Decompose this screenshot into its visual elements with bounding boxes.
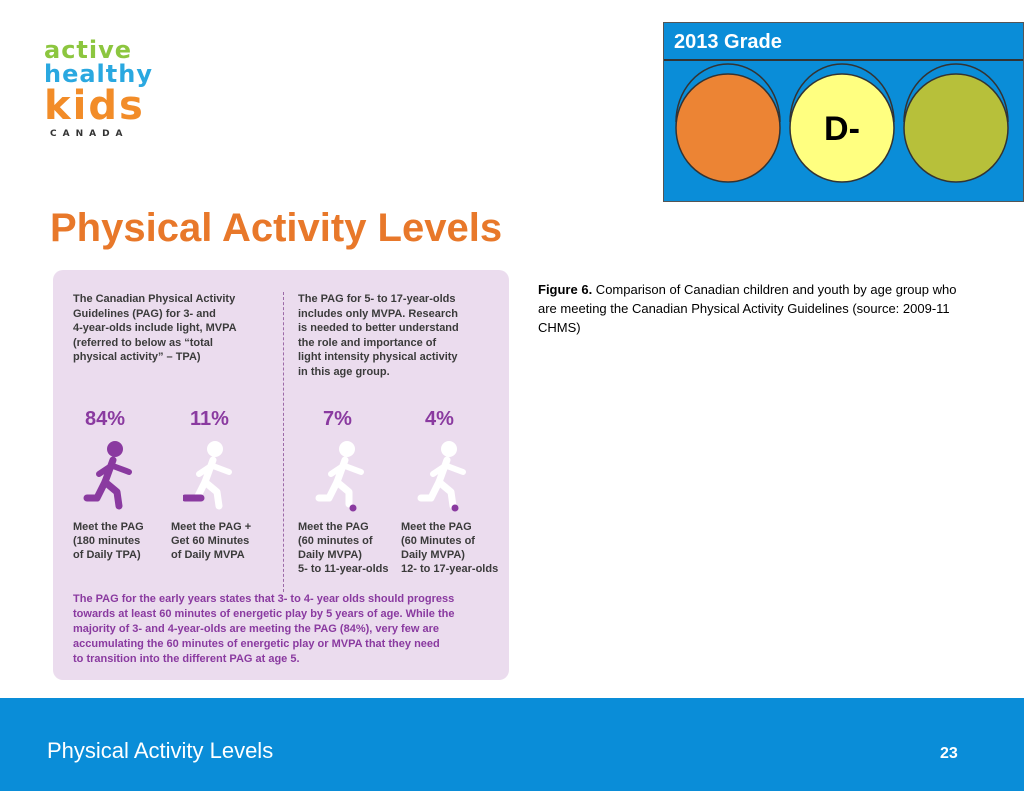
- caption-line: Meet the PAG: [298, 521, 369, 533]
- logo-word-kids: kids: [44, 83, 145, 129]
- stat-caption-12-17: [401, 520, 509, 576]
- stat-percent-tpa: 84%: [85, 408, 126, 430]
- grade-circle-olive: [904, 74, 1008, 182]
- stat-caption-tpa: [73, 520, 168, 562]
- note-line: majority of 3- and 4-year-olds are meeting the PAG (84%), very few are: [73, 623, 439, 635]
- logo-word-canada: CANADA: [50, 129, 129, 139]
- caption-line: Daily MVPA): [401, 549, 465, 561]
- left-intro-line: physical activity” – TPA): [73, 351, 201, 363]
- infographic-panel: [53, 270, 509, 680]
- page-title: Physical Activity Levels: [50, 206, 503, 250]
- right-intro-line: includes only MVPA. Research: [298, 307, 458, 320]
- left-intro-text: [73, 292, 273, 365]
- right-intro-line: the role and importance of: [298, 336, 437, 349]
- right-intro-line: in this age group.: [298, 365, 390, 378]
- panel-divider: [283, 292, 284, 592]
- grade-circle-orange: [676, 74, 780, 182]
- logo-word-healthy: healthy: [44, 60, 153, 88]
- page-number: 23: [940, 745, 958, 762]
- note-line: to transition into the different PAG at age 5.: [73, 653, 300, 665]
- runner-icon: [183, 440, 239, 512]
- footer-bar: [0, 698, 1024, 791]
- note-line: The PAG for the early years states that 3- to 4- year olds should progress: [73, 593, 455, 605]
- caption-line: 12- to 17-year-olds: [401, 563, 499, 575]
- right-intro-text: [298, 292, 503, 379]
- caption-line: (60 Minutes of: [401, 535, 475, 547]
- right-intro-line: is needed to better understand: [298, 322, 459, 334]
- caption-line: Meet the PAG +: [171, 521, 252, 533]
- figure-caption-text: Comparison of Canadian children and youth by age group who are meeting the Canadian Physical Activity Guidelines (source: 2009-11 CHMS): [538, 282, 957, 335]
- stat-caption-5-11: [298, 520, 403, 576]
- caption-line: (180 minutes: [73, 535, 141, 547]
- caption-line: Meet the PAG: [73, 521, 144, 533]
- runner-icon: [315, 440, 371, 512]
- early-years-note: [73, 592, 498, 667]
- stat-percent-5-11: 7%: [323, 408, 352, 430]
- stat-percent-12-17: 4%: [425, 408, 454, 430]
- stat-caption-tpa-mvpa: [171, 520, 276, 562]
- caption-line: 5- to 11-year-olds: [298, 563, 389, 575]
- note-line: accumulating the 60 minutes of energetic play or MVPA that they need: [73, 638, 440, 650]
- note-line: towards at least 60 minutes of energetic play by 5 years of age. While the: [73, 608, 455, 620]
- grade-circles: [0, 0, 1024, 210]
- caption-line: Get 60 Minutes: [171, 535, 250, 547]
- stat-percent-tpa-mvpa: 11%: [190, 408, 229, 430]
- caption-line: of Daily MVPA: [171, 549, 245, 561]
- caption-line: of Daily TPA): [73, 549, 141, 561]
- right-intro-line: light intensity physical activity: [298, 351, 458, 363]
- logo-word-active: active: [44, 36, 133, 64]
- left-intro-line: The Canadian Physical Activity: [73, 293, 236, 305]
- runner-icon: [83, 440, 139, 512]
- grade-value: D-: [824, 110, 860, 148]
- footer-title: Physical Activity Levels: [47, 738, 274, 763]
- left-intro-line: (referred to below as “total: [73, 336, 213, 349]
- grade-header: 2013 Grade: [664, 23, 1023, 61]
- right-intro-line: The PAG for 5- to 17-year-olds: [298, 293, 456, 305]
- caption-line: Daily MVPA): [298, 549, 362, 561]
- caption-line: Meet the PAG: [401, 521, 472, 533]
- left-intro-line: 4-year-olds include light, MVPA: [73, 322, 237, 334]
- figure-caption: [538, 280, 958, 337]
- runner-icon: [417, 440, 473, 512]
- caption-line: (60 minutes of: [298, 535, 373, 547]
- left-intro-line: Guidelines (PAG) for 3- and: [73, 307, 216, 320]
- figure-label: Figure 6.: [538, 282, 593, 297]
